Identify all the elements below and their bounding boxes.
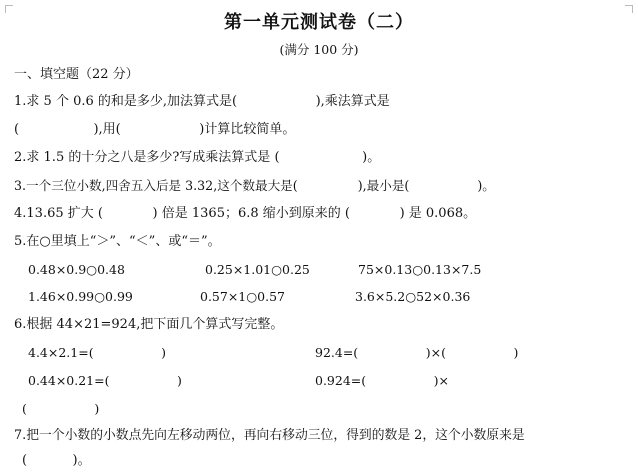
q5-item-1: 0.48×0.9○0.48 xyxy=(28,262,125,277)
question-7-line-2: ( )。 xyxy=(22,453,91,468)
question-1-line-2: ( ),用( )计算比较简单。 xyxy=(14,122,296,137)
q6-item-3: 0.44×0.21=( ) xyxy=(28,373,182,388)
q5-item-5: 0.57×1○0.57 xyxy=(200,289,285,304)
q6-item-2: 92.4=( )×( ) xyxy=(315,345,519,360)
q6-item-4: 0.924=( )× xyxy=(315,373,450,388)
section-heading: 一、填空题（22 分） xyxy=(14,67,139,82)
page-title: 第一单元测试卷（二） xyxy=(224,12,414,33)
question-4: 4.13.65 扩大 ( ) 倍是 1365；6.8 缩小到原来的 ( ) 是 0.068。 xyxy=(14,206,477,221)
q6-item-1: 4.4×2.1=( ) xyxy=(28,345,167,360)
q5-item-4: 1.46×0.99○0.99 xyxy=(28,289,133,304)
question-3: 3.一个三位小数,四舍五入后是 3.32,这个数最大是( ),最小是( )。 xyxy=(14,178,495,193)
question-6: 6.根据 44×21=924,把下面几个算式写完整。 xyxy=(14,317,284,332)
page-subtitle: (满分 100 分) xyxy=(279,42,359,57)
question-2: 2.求 1.5 的十分之八是多少?写成乘法算式是 ( )。 xyxy=(14,150,381,165)
question-5: 5.在○里填上“＞”、“＜”、或“＝”。 xyxy=(14,234,221,249)
q5-item-6: 3.6×5.2○52×0.36 xyxy=(355,289,471,304)
q5-item-2: 0.25×1.01○0.25 xyxy=(205,262,310,277)
q5-item-3: 75×0.13○0.13×7.5 xyxy=(358,262,482,277)
question-7-line-1: 7.把一个小数的小数点先向左移动两位，再向右移动三位，得到的数是 2，这个小数原来是 xyxy=(14,428,525,443)
q6-item-5: ( ) xyxy=(22,401,100,416)
question-1-line-1: 1.求 5 个 0.6 的和是多少,加法算式是( ),乘法算式是 xyxy=(14,94,390,109)
